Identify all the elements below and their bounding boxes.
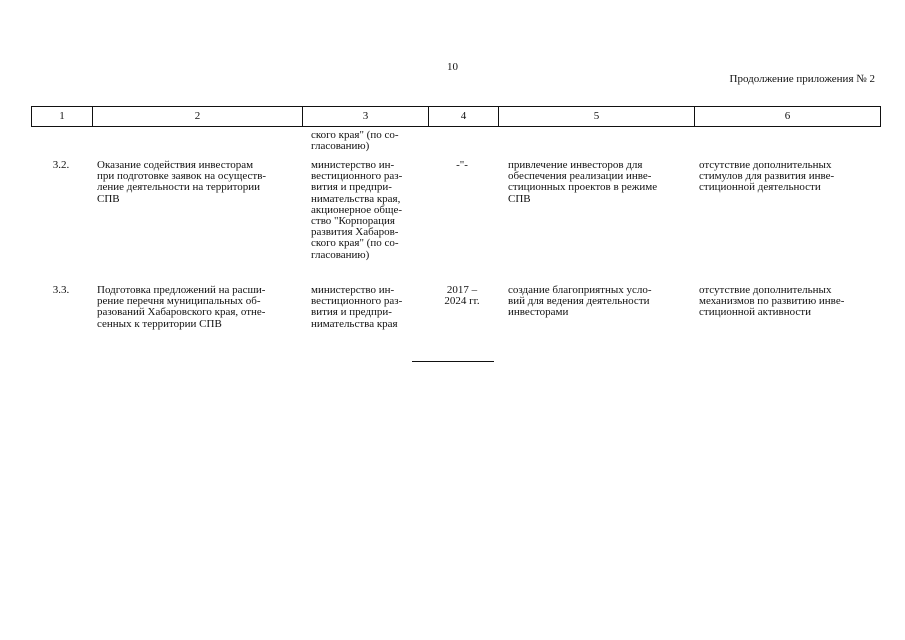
column-header-6: 6 xyxy=(694,107,880,126)
period-cell: 2017 – 2024 гг. xyxy=(444,284,480,308)
column-header-3: 3 xyxy=(302,107,428,126)
table-header-row xyxy=(31,106,881,127)
period-cell: -"- xyxy=(456,159,468,171)
column-header-5: 5 xyxy=(498,107,694,126)
result-cell: создание благоприятных усло- вий для ведения деятельности инвесторами xyxy=(508,284,652,319)
column-header-2: 2 xyxy=(92,107,302,126)
appendix-continuation-note: Продолжение приложения № 2 xyxy=(729,73,875,85)
row-number: 3.3. xyxy=(52,284,70,296)
continued-executor-cell: ского края" (по со- гласованию) xyxy=(311,129,399,153)
activity-cell: Оказание содействия инвесторам при подготовке заявок на осуществ- ление деятельности на территории СПВ xyxy=(97,159,267,205)
executor-cell: министерство ин- вестиционного раз- вития и предпри- нимательства края xyxy=(311,284,403,330)
column-header-1: 1 xyxy=(59,110,65,122)
column-header-4: 4 xyxy=(428,107,498,126)
result-cell: привлечение инвесторов для обеспечения реализации инве- стиционных проектов в режиме СПВ xyxy=(508,159,658,205)
consequence-cell: отсутствие дополнительных стимулов для развития инве- стиционной деятельности xyxy=(699,159,835,194)
consequence-cell: отсутствие дополнительных механизмов по развитию инве- стиционной активности xyxy=(699,284,845,319)
row-number: 3.2. xyxy=(52,159,70,171)
page-number: 10 xyxy=(447,61,458,73)
executor-cell: министерство ин- вестиционного раз- вития и предпри- нимательства края, акционерное обще- ство "Корпорация развития Хабаров- ского края" (по со- гласованию) xyxy=(311,159,403,261)
table-end-divider xyxy=(412,361,494,362)
activity-cell: Подготовка предложений на расши- рение перечня муниципальных об- разований Хабаровского края, отне- сенных к территории СПВ xyxy=(97,284,266,330)
